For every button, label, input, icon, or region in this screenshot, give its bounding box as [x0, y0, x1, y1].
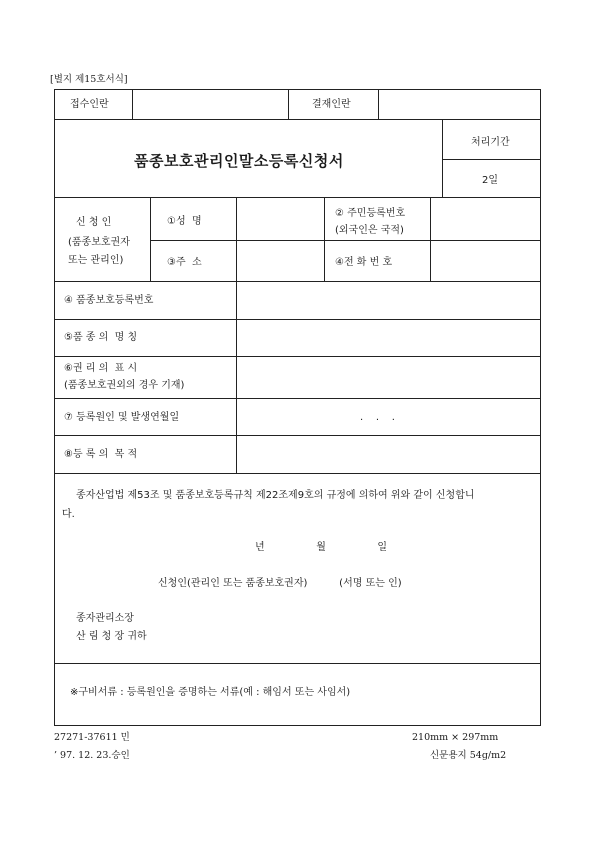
resident-id-label-sub: (외국인은 국적)	[335, 225, 404, 236]
paper-type: 신문용지 54g/m2	[430, 750, 507, 761]
processing-period-value: 2일	[482, 175, 499, 186]
applicant-label-sub2: 또는 관리인)	[68, 255, 124, 266]
resident-id-field[interactable]	[431, 198, 540, 239]
rights-label: ⑥권 리 의 표 시	[64, 363, 138, 374]
purpose-field[interactable]	[237, 436, 540, 472]
approval-field[interactable]	[379, 90, 540, 118]
row-divider	[54, 473, 541, 474]
variety-name-label: ⑤품 종 의 명 칭	[64, 332, 138, 343]
phone-label: ④전 화 번 호	[335, 257, 393, 268]
cell-divider	[324, 197, 325, 281]
cell-divider	[442, 159, 541, 160]
reception-label: 접수인란	[70, 99, 109, 110]
required-documents-note: ※구비서류 : 등록원인을 증명하는 서류(예 : 해임서 또는 사임서)	[70, 687, 351, 698]
purpose-label: ⑧등 록 의 목 적	[64, 449, 138, 460]
reg-no-field[interactable]	[237, 282, 540, 318]
signature-date: 년 월 일	[255, 542, 388, 553]
rights-field[interactable]	[237, 357, 540, 397]
paper-size: 210mm × 297mm	[412, 732, 499, 743]
processing-period-label: 처리기간	[471, 137, 510, 148]
reg-no-label: ④ 품종보호등록번호	[64, 295, 154, 306]
address-label: ③주 소	[167, 257, 202, 268]
recipient-2: 산 림 청 장 귀하	[76, 631, 147, 642]
address-field[interactable]	[237, 241, 323, 280]
name-label: ①성 명	[167, 216, 202, 227]
row-divider	[54, 398, 541, 399]
declaration-text: 종자산업법 제53조 및 품종보호등록규칙 제22조제9호의 규정에 의하여 위와 같이 신청합니	[76, 490, 475, 501]
cell-divider	[150, 197, 151, 281]
row-divider	[54, 663, 541, 664]
declaration-text-cont: 다.	[62, 509, 75, 520]
name-field[interactable]	[237, 198, 323, 239]
applicant-label: 신 청 인	[76, 217, 112, 228]
cause-date-label: ⑦ 등록원인 및 발생연월일	[64, 412, 180, 423]
applicant-label-sub1: (품종보호권자	[68, 237, 130, 248]
recipient-1: 종자관리소장	[76, 613, 134, 624]
resident-id-label: ② 주민등록번호	[335, 208, 406, 219]
form-number-tag: [별지 제15호서식]	[50, 74, 128, 85]
cell-divider	[442, 119, 443, 197]
form-code: 27271-37611 민	[54, 732, 130, 743]
phone-field[interactable]	[431, 241, 540, 280]
cell-divider	[288, 89, 289, 119]
variety-name-field[interactable]	[237, 320, 540, 355]
approval-date: ’ 97. 12. 23.승인	[54, 750, 130, 761]
row-divider	[54, 119, 541, 120]
form-title: 품종보호관리인말소등록신청서	[134, 152, 344, 170]
signer-line: 신청인(관리인 또는 품종보호권자) (서명 또는 인)	[158, 578, 402, 589]
cause-date-value[interactable]: . . .	[360, 412, 395, 423]
rights-label-sub: (품종보호권외의 경우 기재)	[64, 380, 185, 391]
approval-label: 결재인란	[312, 99, 351, 110]
reception-field[interactable]	[133, 90, 287, 118]
